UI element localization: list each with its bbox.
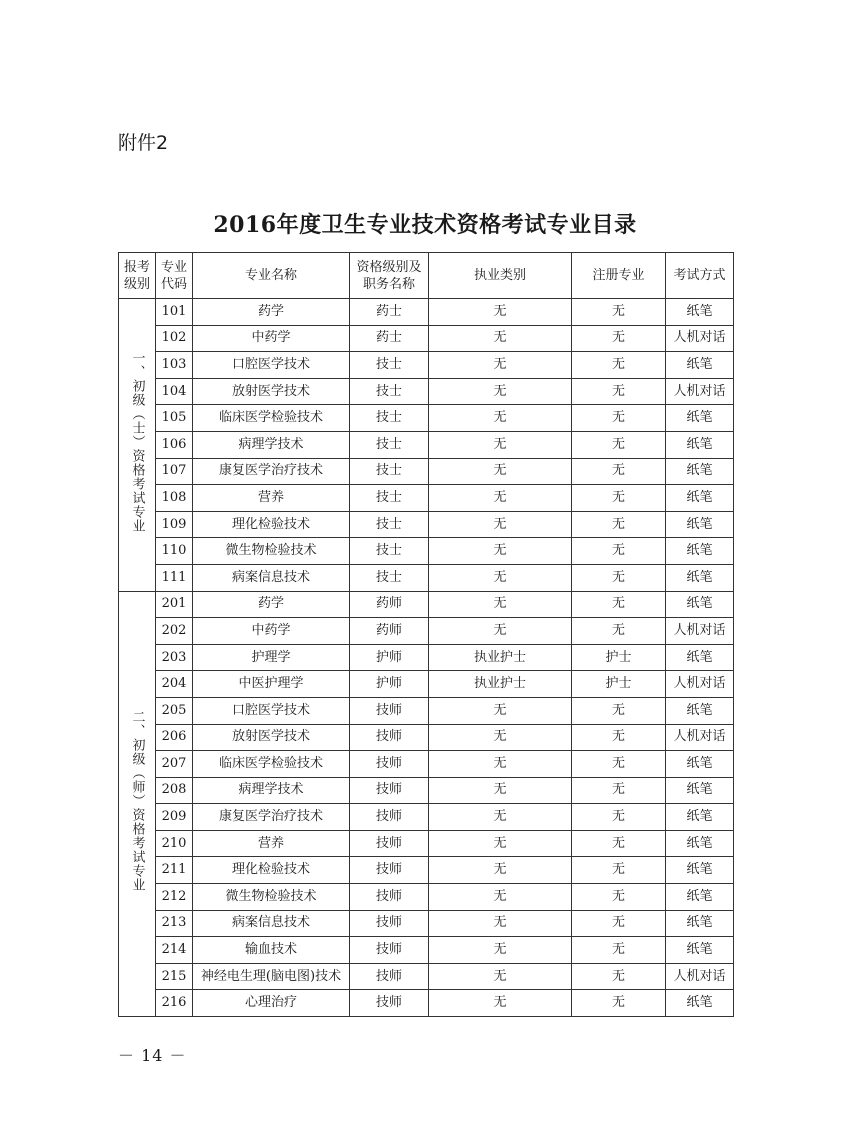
registration-cell: 无: [572, 751, 666, 778]
category-label: [119, 591, 156, 1017]
qualification-cell: 技士: [350, 511, 429, 538]
name-cell: 口腔医学技术: [193, 352, 350, 379]
exam-method-cell: 人机对话: [666, 963, 734, 990]
registration-cell: 无: [572, 352, 666, 379]
table-row: [119, 963, 734, 990]
qualification-cell: 药士: [350, 299, 429, 326]
page-title: 2016年度卫生专业技术资格考试专业目录: [213, 212, 637, 238]
code-cell: 208: [156, 777, 193, 804]
qualification-cell: 技士: [350, 485, 429, 512]
exam-method-cell: 纸笔: [666, 751, 734, 778]
table-row: [119, 352, 734, 379]
table-row: [119, 884, 734, 911]
code-cell: 203: [156, 644, 193, 671]
exam-method-cell: 人机对话: [666, 325, 734, 352]
table-body: [119, 299, 734, 1017]
exam-method-cell: 人机对话: [666, 724, 734, 751]
exam-method-cell: 纸笔: [666, 458, 734, 485]
practice-category-cell: 无: [429, 724, 572, 751]
registration-cell: 无: [572, 564, 666, 591]
name-cell: 微生物检验技术: [193, 884, 350, 911]
header-level: 报考 级别: [119, 253, 156, 299]
exam-method-cell: 纸笔: [666, 431, 734, 458]
code-cell: 206: [156, 724, 193, 751]
name-cell: 临床医学检验技术: [193, 405, 350, 432]
practice-category-cell: 无: [429, 937, 572, 964]
qualification-cell: 技师: [350, 963, 429, 990]
name-cell: 心理治疗: [193, 990, 350, 1017]
category-label: [119, 299, 156, 592]
qualification-cell: 技师: [350, 910, 429, 937]
registration-cell: 无: [572, 618, 666, 645]
exam-method-cell: 纸笔: [666, 937, 734, 964]
practice-category-cell: 无: [429, 299, 572, 326]
qualification-cell: 护师: [350, 671, 429, 698]
practice-category-cell: 无: [429, 910, 572, 937]
table-row: [119, 378, 734, 405]
registration-cell: 无: [572, 431, 666, 458]
registration-cell: 护士: [572, 644, 666, 671]
exam-method-cell: 纸笔: [666, 564, 734, 591]
practice-category-cell: 无: [429, 697, 572, 724]
exam-method-cell: 纸笔: [666, 511, 734, 538]
qualification-cell: 技师: [350, 830, 429, 857]
practice-category-cell: 无: [429, 458, 572, 485]
table-row: [119, 458, 734, 485]
exam-method-cell: 纸笔: [666, 777, 734, 804]
qualification-cell: 技师: [350, 804, 429, 831]
code-cell: 111: [156, 564, 193, 591]
code-cell: 207: [156, 751, 193, 778]
code-cell: 106: [156, 431, 193, 458]
exam-method-cell: 纸笔: [666, 405, 734, 432]
registration-cell: 无: [572, 963, 666, 990]
exam-method-cell: 人机对话: [666, 378, 734, 405]
exam-method-cell: 纸笔: [666, 910, 734, 937]
header-practice-category: 执业类别: [429, 253, 572, 299]
practice-category-cell: 无: [429, 963, 572, 990]
exam-method-cell: 纸笔: [666, 804, 734, 831]
code-cell: 211: [156, 857, 193, 884]
table-row: [119, 804, 734, 831]
practice-category-cell: 无: [429, 591, 572, 618]
table-row: [119, 431, 734, 458]
qualification-cell: 药师: [350, 591, 429, 618]
registration-cell: 无: [572, 804, 666, 831]
name-cell: 神经电生理(脑电图)技术: [193, 963, 350, 990]
practice-category-cell: 无: [429, 511, 572, 538]
code-cell: 107: [156, 458, 193, 485]
registration-cell: 无: [572, 857, 666, 884]
table-row: [119, 564, 734, 591]
table-header: [119, 253, 734, 299]
name-cell: 微生物检验技术: [193, 538, 350, 565]
table-row: [119, 644, 734, 671]
name-cell: 口腔医学技术: [193, 697, 350, 724]
qualification-cell: 技士: [350, 352, 429, 379]
exam-method-cell: 纸笔: [666, 697, 734, 724]
exam-method-cell: 纸笔: [666, 485, 734, 512]
name-cell: 病案信息技术: [193, 564, 350, 591]
header-exam-method: 考试方式: [666, 253, 734, 299]
name-cell: 营养: [193, 830, 350, 857]
registration-cell: 无: [572, 990, 666, 1017]
practice-category-cell: 无: [429, 751, 572, 778]
category-label-text: 二、初级（师）资格考试专业: [129, 710, 145, 893]
code-cell: 102: [156, 325, 193, 352]
table-row: [119, 990, 734, 1017]
name-cell: 病理学技术: [193, 777, 350, 804]
name-cell: 病理学技术: [193, 431, 350, 458]
exam-method-cell: 纸笔: [666, 352, 734, 379]
code-cell: 110: [156, 538, 193, 565]
code-cell: 213: [156, 910, 193, 937]
code-cell: 209: [156, 804, 193, 831]
practice-category-cell: 无: [429, 990, 572, 1017]
name-cell: 放射医学技术: [193, 724, 350, 751]
practice-category-cell: 无: [429, 485, 572, 512]
practice-category-cell: 无: [429, 352, 572, 379]
name-cell: 临床医学检验技术: [193, 751, 350, 778]
qualification-cell: 技师: [350, 724, 429, 751]
code-cell: 210: [156, 830, 193, 857]
code-cell: 215: [156, 963, 193, 990]
header-code: 专业 代码: [156, 253, 193, 299]
specialty-catalog-table: [118, 252, 734, 1017]
page-number: － 14 －: [118, 1046, 187, 1065]
practice-category-cell: 无: [429, 564, 572, 591]
exam-method-cell: 纸笔: [666, 990, 734, 1017]
qualification-cell: 技士: [350, 538, 429, 565]
table-row: [119, 751, 734, 778]
practice-category-cell: 无: [429, 857, 572, 884]
registration-cell: 无: [572, 405, 666, 432]
practice-category-cell: 无: [429, 618, 572, 645]
practice-category-cell: 无: [429, 378, 572, 405]
name-cell: 中药学: [193, 325, 350, 352]
exam-method-cell: 人机对话: [666, 671, 734, 698]
name-cell: 康复医学治疗技术: [193, 458, 350, 485]
code-cell: 216: [156, 990, 193, 1017]
table-row: [119, 591, 734, 618]
qualification-cell: 技师: [350, 777, 429, 804]
practice-category-cell: 无: [429, 884, 572, 911]
table-row: [119, 937, 734, 964]
exam-method-cell: 纸笔: [666, 884, 734, 911]
qualification-cell: 药师: [350, 618, 429, 645]
table-row: [119, 299, 734, 326]
practice-category-cell: 无: [429, 431, 572, 458]
name-cell: 中药学: [193, 618, 350, 645]
name-cell: 病案信息技术: [193, 910, 350, 937]
practice-category-cell: 无: [429, 830, 572, 857]
exam-method-cell: 纸笔: [666, 830, 734, 857]
qualification-cell: 护师: [350, 644, 429, 671]
exam-method-cell: 人机对话: [666, 618, 734, 645]
code-cell: 212: [156, 884, 193, 911]
registration-cell: 无: [572, 325, 666, 352]
qualification-cell: 技士: [350, 431, 429, 458]
code-cell: 108: [156, 485, 193, 512]
qualification-cell: 技师: [350, 857, 429, 884]
code-cell: 105: [156, 405, 193, 432]
registration-cell: 无: [572, 485, 666, 512]
practice-category-cell: 执业护士: [429, 644, 572, 671]
practice-category-cell: 无: [429, 538, 572, 565]
qualification-cell: 技士: [350, 378, 429, 405]
table-row: [119, 325, 734, 352]
registration-cell: 护士: [572, 671, 666, 698]
registration-cell: 无: [572, 777, 666, 804]
registration-cell: 无: [572, 538, 666, 565]
category-label-text: 一、初级（士）资格考试专业: [129, 351, 145, 534]
qualification-cell: 药士: [350, 325, 429, 352]
header-name: 专业名称: [193, 253, 350, 299]
qualification-cell: 技师: [350, 751, 429, 778]
qualification-cell: 技师: [350, 884, 429, 911]
qualification-cell: 技士: [350, 564, 429, 591]
code-cell: 205: [156, 697, 193, 724]
practice-category-cell: 无: [429, 325, 572, 352]
registration-cell: 无: [572, 884, 666, 911]
code-cell: 214: [156, 937, 193, 964]
practice-category-cell: 无: [429, 804, 572, 831]
code-cell: 104: [156, 378, 193, 405]
exam-method-cell: 纸笔: [666, 644, 734, 671]
table-row: [119, 511, 734, 538]
registration-cell: 无: [572, 830, 666, 857]
table-row: [119, 671, 734, 698]
qualification-cell: 技师: [350, 697, 429, 724]
name-cell: 输血技术: [193, 937, 350, 964]
table-row: [119, 697, 734, 724]
registration-cell: 无: [572, 697, 666, 724]
table-row: [119, 538, 734, 565]
qualification-cell: 技师: [350, 937, 429, 964]
table-row: [119, 618, 734, 645]
exam-method-cell: 纸笔: [666, 591, 734, 618]
name-cell: 护理学: [193, 644, 350, 671]
practice-category-cell: 执业护士: [429, 671, 572, 698]
code-cell: 202: [156, 618, 193, 645]
header-row: [119, 253, 734, 299]
exam-method-cell: 纸笔: [666, 299, 734, 326]
exam-method-cell: 纸笔: [666, 538, 734, 565]
name-cell: 理化检验技术: [193, 857, 350, 884]
registration-cell: 无: [572, 937, 666, 964]
table-row: [119, 485, 734, 512]
table-row: [119, 724, 734, 751]
table-row: [119, 910, 734, 937]
name-cell: 中医护理学: [193, 671, 350, 698]
table-row: [119, 857, 734, 884]
header-registration: 注册专业: [572, 253, 666, 299]
table-row: [119, 777, 734, 804]
code-cell: 204: [156, 671, 193, 698]
practice-category-cell: 无: [429, 405, 572, 432]
registration-cell: 无: [572, 724, 666, 751]
qualification-cell: 技师: [350, 990, 429, 1017]
header-qualification: 资格级别及 职务名称: [350, 253, 429, 299]
name-cell: 康复医学治疗技术: [193, 804, 350, 831]
table-row: [119, 405, 734, 432]
practice-category-cell: 无: [429, 777, 572, 804]
attachment-label: 附件2: [118, 132, 169, 154]
exam-method-cell: 纸笔: [666, 857, 734, 884]
name-cell: 放射医学技术: [193, 378, 350, 405]
qualification-cell: 技士: [350, 405, 429, 432]
name-cell: 药学: [193, 591, 350, 618]
code-cell: 109: [156, 511, 193, 538]
registration-cell: 无: [572, 458, 666, 485]
registration-cell: 无: [572, 378, 666, 405]
table-row: [119, 830, 734, 857]
code-cell: 201: [156, 591, 193, 618]
name-cell: 营养: [193, 485, 350, 512]
code-cell: 103: [156, 352, 193, 379]
name-cell: 药学: [193, 299, 350, 326]
registration-cell: 无: [572, 591, 666, 618]
registration-cell: 无: [572, 910, 666, 937]
registration-cell: 无: [572, 299, 666, 326]
qualification-cell: 技士: [350, 458, 429, 485]
code-cell: 101: [156, 299, 193, 326]
name-cell: 理化检验技术: [193, 511, 350, 538]
registration-cell: 无: [572, 511, 666, 538]
